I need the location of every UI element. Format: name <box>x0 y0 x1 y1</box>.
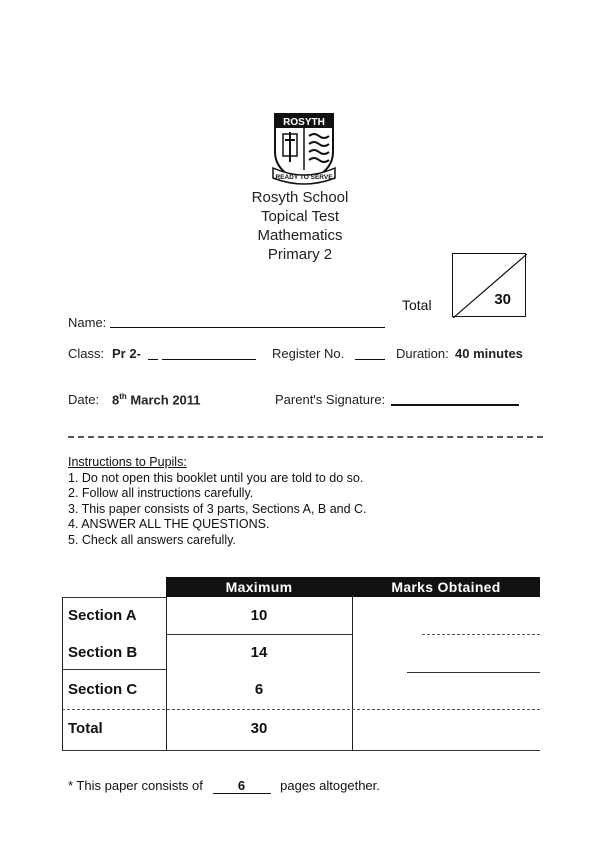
duration-label: Duration: <box>396 346 449 361</box>
row-line <box>62 709 540 710</box>
test-type: Topical Test <box>260 208 340 225</box>
instruction-item: 5. Check all answers carefully. <box>68 532 236 547</box>
row-line <box>62 669 166 670</box>
signature-field[interactable] <box>391 404 519 406</box>
table-divider-2 <box>352 597 353 750</box>
total-score-box <box>452 253 526 317</box>
register-number-field[interactable] <box>355 359 385 360</box>
total-row-label: Total <box>68 720 103 737</box>
table-border-left <box>62 597 63 750</box>
signature-label: Parent's Signature: <box>275 392 386 407</box>
row-line <box>166 634 352 635</box>
footer-prefix: * This paper consists of <box>68 778 203 793</box>
class-label: Class: <box>68 346 105 361</box>
page-count-note <box>68 778 380 794</box>
section-b-label: Section B <box>68 644 138 661</box>
section-c-max: 6 <box>254 681 264 698</box>
total-max-value: 30 <box>494 291 511 308</box>
instructions-title: Instructions to Pupils: <box>68 455 187 469</box>
row-line <box>422 634 540 635</box>
instruction-item: 3. This paper consists of 3 parts, Sections A, B and C. <box>68 501 367 516</box>
name-field[interactable] <box>110 327 385 328</box>
date-month-year: March 2011 <box>130 392 201 408</box>
school-name: Rosyth School <box>251 189 349 206</box>
class-value: Pr 2- <box>112 346 141 361</box>
subject-title: Mathematics <box>257 227 343 244</box>
date-value <box>112 392 201 407</box>
section-c-label: Section C <box>68 681 138 698</box>
date-label: Date: <box>68 392 100 407</box>
school-crest-icon <box>271 112 337 186</box>
class-extra-field[interactable] <box>162 359 256 360</box>
date-day: 8 <box>112 392 120 408</box>
table-top-line <box>62 597 166 598</box>
level-title: Primary 2 <box>267 246 333 263</box>
instruction-item: 4. ANSWER ALL THE QUESTIONS. <box>68 517 270 532</box>
page-count: 6 <box>213 778 271 794</box>
register-label: Register No. <box>272 346 345 361</box>
instructions-block <box>68 455 367 549</box>
duration-value: 40 minutes <box>455 346 523 361</box>
row-line <box>407 672 540 673</box>
section-b-max: 14 <box>250 644 268 661</box>
section-a-label: Section A <box>68 607 137 624</box>
total-row-max: 30 <box>250 720 268 737</box>
instruction-item: 2. Follow all instructions carefully. <box>68 486 254 501</box>
crest-top-text: ROSYTH <box>283 117 325 128</box>
header-marks-obtained: Marks Obtained <box>352 577 540 597</box>
header-maximum: Maximum <box>166 577 352 597</box>
date-suffix: th <box>119 392 127 401</box>
total-label: Total <box>402 297 432 313</box>
instructions-list <box>68 471 367 549</box>
table-bottom-line <box>62 750 540 751</box>
separator-line <box>68 436 543 438</box>
instruction-item: 1. Do not open this booklet until you are told to do so. <box>68 470 364 485</box>
footer-suffix: pages altogether. <box>280 778 380 793</box>
class-number-field[interactable] <box>148 359 158 360</box>
crest-motto-text: READY TO SERVE <box>275 174 333 181</box>
name-label: Name: <box>68 315 107 330</box>
section-a-max: 10 <box>250 607 268 624</box>
marks-table <box>62 577 540 750</box>
